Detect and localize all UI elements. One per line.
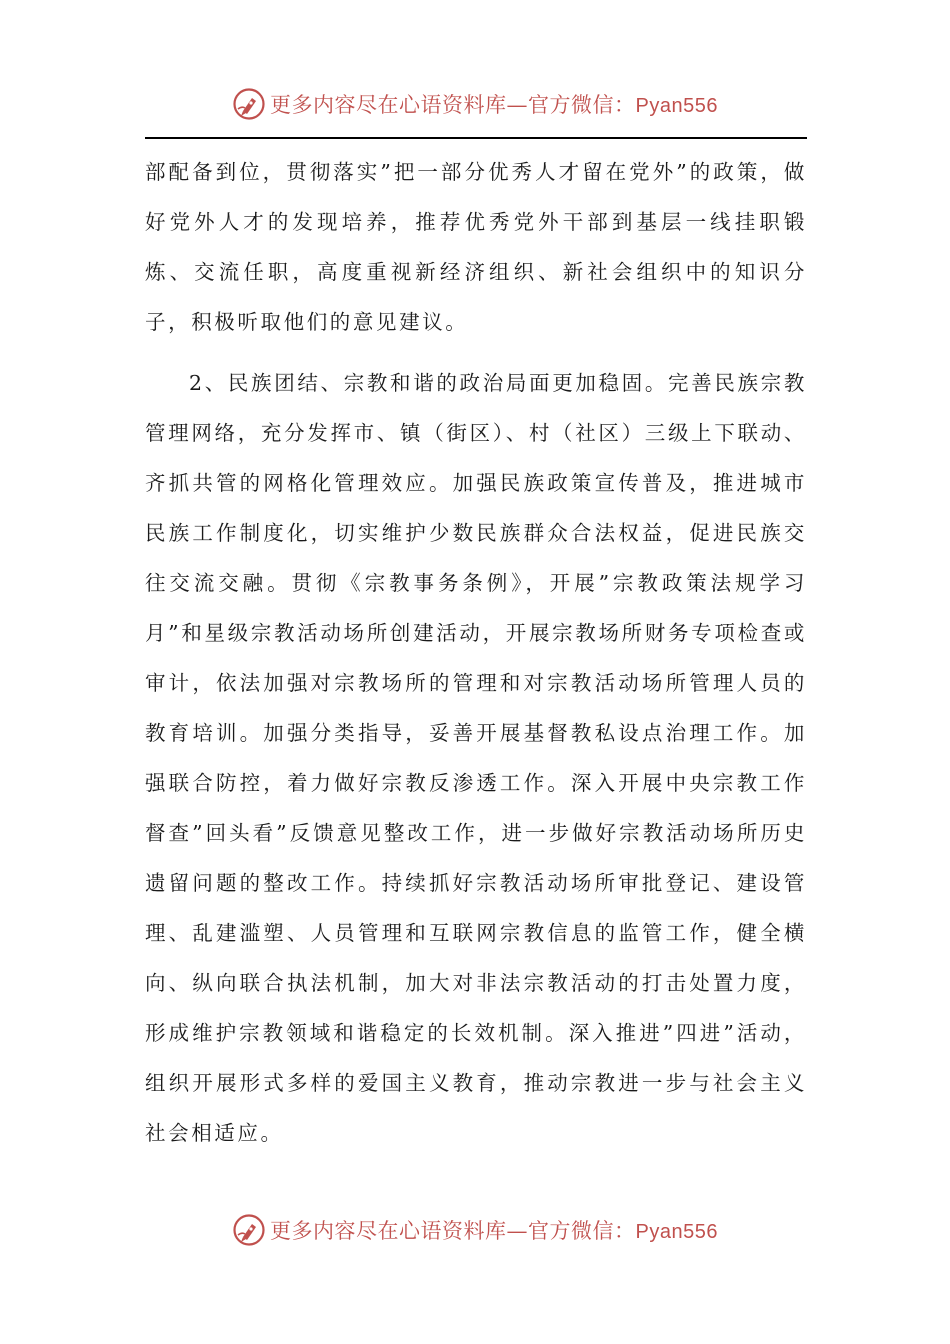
footer-banner-text: 更多内容尽在心语资料库—官方微信：Pyan556 — [270, 1219, 718, 1243]
header-wechat-id: Pyan556 — [635, 95, 718, 117]
footer-wechat-id: Pyan556 — [635, 1221, 718, 1243]
body-paragraph-1 — [145, 147, 807, 347]
pen-nib-logo-icon — [232, 87, 266, 121]
paragraph-text: 2、民族团结、宗教和谐的政治局面更加稳固。完善民族宗教管理网络，充分发挥市、镇（街区）、村（社区）三级上下联动、齐抓共管的网格化管理效应。加强民族政策宣传普及，推进城市民族工作制度化，切实维护少数民族群众合法权益，促进民族交往交流交融。贯彻《宗教事务条例》，开展”宗教政策法规学习月”和星级宗教活动场所创建活动，开展宗教场所财务专项检查或审计，依法加强对宗教场所的管理和对宗教活动场所管理人员的教育培训。加强分类指导，妥善开展基督教私设点治理工作。加强联合防控，着力做好宗教反渗透工作。深入开展中央宗教工作督查”回头看”反馈意见整改工作，进一步做好宗教活动场所历史遗留问题的整改工作。持续抓好宗教活动场所审批登记、建设管理、乱建滥塑、人员管理和互联网宗教信息的监管工作，健全横向、纵向联合执法机制，加大对非法宗教活动的打击处置力度，形成维护宗教领域和谐稳定的长效机制。深入推进”四进”活动，组织开展形式多样的爱国主义教育，推动宗教进一步与社会主义社会相适应。 — [145, 371, 807, 1145]
header-divider — [145, 137, 807, 139]
header-banner-text: 更多内容尽在心语资料库—官方微信：Pyan556 — [270, 93, 718, 117]
footer-banner — [0, 1208, 950, 1252]
header-banner — [0, 82, 950, 126]
paragraph-text: 部配备到位，贯彻落实”把一部分优秀人才留在党外”的政策，做好党外人才的发现培养，推荐优秀党外干部到基层一线挂职锻炼、交流任职，高度重视新经济组织、新社会组织中的知识分子，积极听取他们的意见建议。 — [145, 160, 807, 334]
body-paragraph-2 — [145, 358, 807, 1158]
pen-nib-logo-icon — [232, 1213, 266, 1247]
